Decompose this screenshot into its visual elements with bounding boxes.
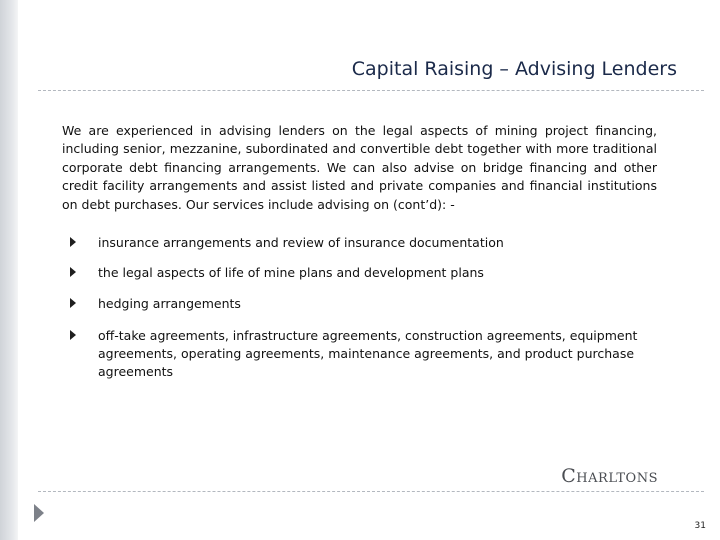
- left-decorative-bar: [0, 0, 18, 540]
- bullet-text: hedging arrangements: [98, 296, 241, 311]
- bullet-text: insurance arrangements and review of insurance documentation: [98, 235, 504, 250]
- triangle-right-icon: [70, 330, 76, 340]
- footer-divider: [38, 491, 704, 492]
- triangle-right-icon: [70, 298, 76, 308]
- title-divider: [38, 90, 704, 91]
- intro-paragraph: We are experienced in advising lenders on the legal aspects of mining project financing, including senior, mezzanine, subordinated and convertible debt together with more traditional corporate debt financing arrangements. We can also advise on bridge financing and other credit facility arrangements and assist listed and private companies and financial institutions on debt purchases. Our services include advising on (cont’d): -: [62, 123, 657, 212]
- slide-title: Capital Raising – Advising Lenders: [351, 58, 677, 80]
- triangle-right-icon: [70, 267, 76, 277]
- triangle-right-icon: [70, 237, 76, 247]
- bullet-text: off-take agreements, infrastructure agreements, construction agreements, equipment agreements, operating agreements, maintenance agreements, and product purchase agreements: [98, 328, 638, 380]
- triangle-right-icon[interactable]: [34, 504, 44, 522]
- charltons-logo: Charltons: [561, 465, 658, 487]
- page-number: 31: [694, 521, 706, 531]
- bullet-text: the legal aspects of life of mine plans and development plans: [98, 265, 484, 280]
